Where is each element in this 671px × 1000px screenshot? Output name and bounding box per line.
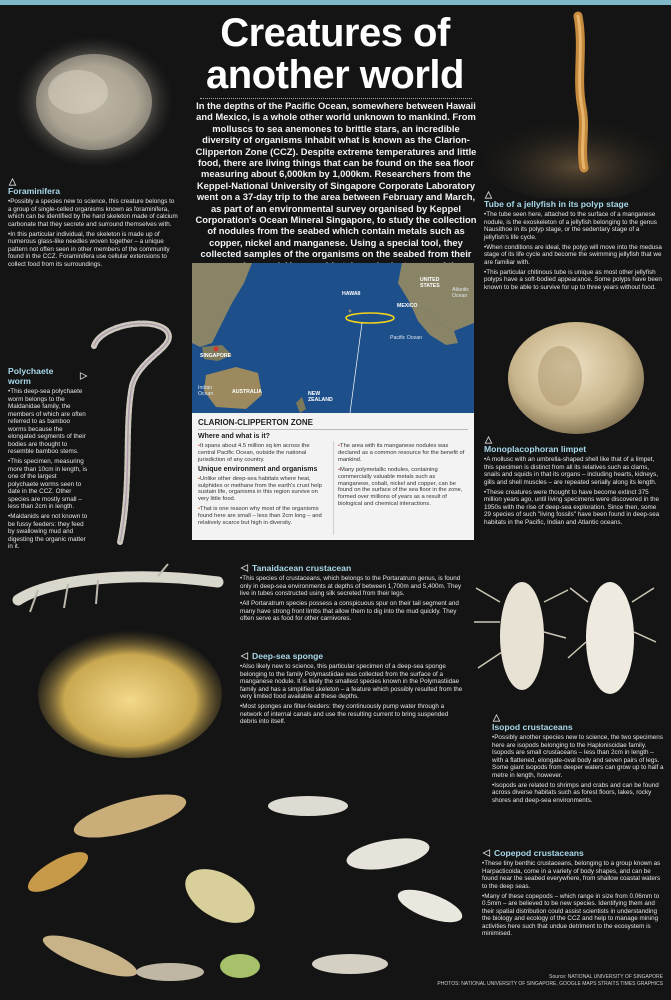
- copepod-point-1: • These tiny benthic crustaceans, belonging to a group known as Harpacticoida, come in a variety of body shapes, and can be found near the seabed everywhere, from shallow coastal waters to the deep seas.: [482, 860, 664, 890]
- ccz-right-column: [338, 443, 468, 511]
- ccz-right-point-2: • Many polymetallic nodules, containing commercially valuable metals such as manganese, cobalt, nickel and copper, can be found on the surface of the sea floor in the zone, formed over millions of years as a result of biological and chemical interactions.: [338, 467, 468, 508]
- polychaete-heading: [8, 366, 88, 386]
- limpet-heading: [484, 436, 662, 444]
- intro-text: In the depths of the Pacific Ocean, somewhere between Hawaii and Mexico, is a whole other world unknown to mankind. From molluscs to sea anemones to brittle stars, an incredible diversity of organisms inhabit what is known as the Clarion-Clipperton Zone (CCZ). Despite extreme temperatures and little food, there are living things that can be found on the sea floor measuring about 6,000km by 1,000km. Researchers from the Keppel-National University of Singapore Corporate Laboratory went on a 37-day trip to the area between February and March, as part of an environmental survey organised by Keppel Corporation's Ocean Mineral Singapore, to study the collection of nodules from the seabed which contain metals such as copper, nickel and manganese. Using a special tool, they collected samples of the organisms on the seabed from their: [195, 100, 477, 260]
- tanaidacean-point-1: • This species of crustaceans, which belongs to the Portaratrum genus, is found only in deep-sea environments at depths of between 1,700m and 5,400m. They live in tubes constructed using silk secreted from their legs.: [240, 575, 466, 598]
- copepod-heading: [482, 848, 664, 858]
- title-line-2: another world: [206, 53, 464, 97]
- ccz-column-divider: [333, 441, 334, 535]
- map-label-new-zealand: NEW ZEALAND: [308, 391, 333, 403]
- page-title: [170, 12, 500, 96]
- copepods-image: [10, 776, 480, 992]
- ccz-subtitle-where: Where and what is it?: [198, 433, 270, 440]
- singapore-marker: [214, 347, 219, 352]
- sponge-title: Deep-sea sponge: [252, 651, 324, 661]
- isopod-section: [492, 714, 664, 807]
- copepod-title: Copepod crustaceans: [494, 848, 584, 858]
- triangle-up-icon: [492, 714, 501, 722]
- foraminifera-heading: [8, 178, 178, 186]
- tanaidacean-title: Tanaidacean crustacean: [252, 563, 352, 573]
- limpet-point-2: • These creatures were thought to have become extinct 375 million years ago, until living specimens were discovered in the 1950s with the rise of deep-sea exploration. Since then, some 29 species of such "living fossils" have been found in deep-sea habitats in the Pacific, Indian and Atlantic oceans.: [484, 489, 662, 527]
- jellyfish-section: [484, 191, 662, 294]
- tanaidacean-section: [240, 563, 466, 625]
- ccz-left-point-1: • It spans about 4.5 million sq km across the central Pacific Ocean, outside the national jurisdiction of any country.: [198, 443, 328, 464]
- title-line-1: Creatures of: [220, 11, 450, 55]
- sponge-point-2: • Most sponges are filter-feeders: they continuously pump water through a network of internal canals and use the resulting current to bring suspended debris into itself.: [240, 703, 466, 726]
- limpet-section: [484, 436, 662, 529]
- jellyfish-point-2: • When conditions are ideal, the polyp will move into the medusa stage of its life cycle and become the swimming jellyfish that we are familiar with.: [484, 244, 662, 267]
- sponge-image: [34, 620, 224, 760]
- foraminifera-section: [8, 178, 178, 271]
- map-label-atlantic: Atlantic Ocean: [452, 287, 470, 299]
- triangle-up-icon: [484, 436, 493, 444]
- jellyfish-heading: [484, 191, 662, 199]
- credits-source: Source: NATIONAL UNIVERSITY OF SINGAPORE: [549, 974, 663, 980]
- triangle-left-icon: [240, 564, 249, 572]
- map-label-indian: Indian Ocean: [198, 385, 214, 397]
- tanaidacean-heading: [240, 563, 466, 573]
- isopod-heading: [492, 714, 664, 722]
- isopod-title: Isopod crustaceans: [492, 722, 573, 732]
- sponge-heading: [240, 651, 466, 661]
- ccz-info-box: [192, 413, 474, 540]
- ccz-map-panel: [192, 263, 474, 540]
- ccz-subtitle-environment: Unique environment and organisms: [198, 465, 318, 473]
- ccz-left-column: [198, 443, 328, 530]
- limpet-title: Monoplacophoran limpet: [484, 444, 587, 454]
- sponge-section: [240, 651, 466, 728]
- top-accent-bar: [0, 0, 671, 5]
- intro-paragraph: [192, 100, 480, 283]
- map-label-australia: AUSTRALIA: [232, 389, 262, 395]
- jellyfish-point-3: • This particular chitinous tube is unique as most other jellyfish polyps have a soft-bodied appearance. Some polyps have been known to be able to survive for up to three years without food.: [484, 269, 662, 292]
- sponge-point-1: • Also likely new to science, this particular specimen of a deep-sea sponge belonging to the family Polymastiidae was collected from the surface of a manganese nodule. It is likely the smallest species known in the Polymastiidae family and has a simplified skeleton – a feature which possibly resulted from the very limited food available at these depths.: [240, 663, 466, 701]
- triangle-up-icon: [484, 191, 493, 199]
- foraminifera-point-1: • Possibly a species new to science, this creature belongs to a group of single-celled organisms known as foraminifera, which can be identified by the hard skeleton made of calcium carbonate that they secrete and surround themselves with.: [8, 198, 178, 228]
- foraminifera-point-2: • In this particular individual, the skeleton is made up of numerous glass-like needles woven together – a unique pattern not often seen in other members of the community found in the CCZ. Foraminifera use cellular extensions to collect food from its surroundings.: [8, 231, 178, 269]
- ccz-right-point-1: • The area with its manganese nodules was declared as a common resource for the benefit of mankind.: [338, 443, 468, 464]
- triangle-right-icon: [79, 372, 88, 380]
- polychaete-section: [8, 366, 88, 553]
- polychaete-point-3: • Maldanids are not known to be fussy feeders: they feed by swallowing mud and digesting the organic matter in it.: [8, 513, 88, 551]
- jellyfish-tube-image: [480, 8, 668, 198]
- ccz-title: CLARION-CLIPPERTON ZONE: [198, 418, 468, 430]
- foraminifera-image: [8, 30, 178, 178]
- limpet-image: [500, 316, 650, 444]
- credits: [363, 974, 663, 988]
- map-label-united-states: UNITED STATES: [420, 277, 440, 289]
- ccz-left-point-3: • That is one reason why most of the organisms found here are small – less than 2cm long – and relatively scarce but high in diversity.: [198, 506, 328, 527]
- polychaete-title: Polychaete worm: [8, 366, 54, 386]
- map-label-mexico: MEXICO: [397, 303, 418, 309]
- foraminifera-title: Foraminifera: [8, 186, 61, 196]
- jellyfish-point-1: • The tube seen here, attached to the surface of a manganese nodule, is the exoskeleton of a jellyfish belonging to the genus Nausithoe in its polyp stage, or the sedentary stage of a jellyfish's life cycle.: [484, 211, 662, 241]
- isopod-point-1: • Possibly another species new to science, the two specimens here are isopods belonging to the Haploniscidae family. Isopods are small crustaceans – less than 2cm in length – with a flattened, elongate-oval body and seven pairs of legs. Some giant isopods from deeper waters can grow up to half a metre in length, however.: [492, 734, 664, 779]
- polychaete-worm-image: [80, 316, 192, 556]
- limpet-point-1: • A mollusc with an umbrella-shaped shell like that of a limpet, this specimen is distinct from all its relatives such as clams, snails and squids in that its organs – including hearts, kidneys, gills and shell muscles – are repeated serially along its length.: [484, 456, 662, 486]
- copepod-section: [482, 848, 664, 940]
- jellyfish-title: Tube of a jellyfish in its polyp stage: [484, 199, 629, 209]
- tanaidacean-image: [8, 560, 240, 622]
- map-label-hawaii: HAWAII: [342, 291, 361, 297]
- isopods-image: [470, 572, 660, 712]
- map-label-pacific: Pacific Ocean: [390, 335, 423, 341]
- credits-photos: PHOTOS: NATIONAL UNIVERSITY OF SINGAPORE, GOOGLE MAPS STRAITS TIMES GRAPHICS: [437, 981, 663, 987]
- polychaete-point-2: • This specimen, measuring more than 10cm in length, is one of the largest polychaete worms seen to date in the CCZ. Other species are mostly small – less than 2cm in length.: [8, 458, 88, 511]
- polychaete-point-1: • This deep-sea polychaete worm belongs to the Maldanidae family, the members of which are often referred to as bamboo worms because the elongated segments of their bodies are thought to resemble bamboo stems.: [8, 388, 88, 456]
- triangle-left-icon: [240, 652, 249, 660]
- isopod-point-2: • Isopods are related to shrimps and crabs and can be found across diverse habitats such as forest floors, lakes, rocky shores and deep-sea environments.: [492, 782, 664, 805]
- copepod-point-2: • Many of these copepods – which range in size from 0.06mm to 0.5mm – are believed to be new species. Identifying them and their spatial distribution could assist scientists in understanding the biology and ecology of the CCZ and help to manage mining activities here such that undue detriment to the ecosystem is minimised.: [482, 893, 664, 938]
- title-divider: [200, 98, 472, 99]
- tanaidacean-point-2: • All Portaratrum species possess a conspicuous spur on their tail segment and many have strong front limbs that allow them to dig into the mud quickly. They often serve as food for other carnivores.: [240, 600, 466, 623]
- triangle-left-icon: [482, 849, 491, 857]
- triangle-up-icon: [8, 178, 17, 186]
- map-label-singapore: SINGAPORE: [200, 353, 232, 359]
- ccz-left-point-2: • Unlike other deep-sea habitats where heat, sulphides or methane from the earth's crust help sustain life, organisms in this region survive on very little food.: [198, 476, 328, 504]
